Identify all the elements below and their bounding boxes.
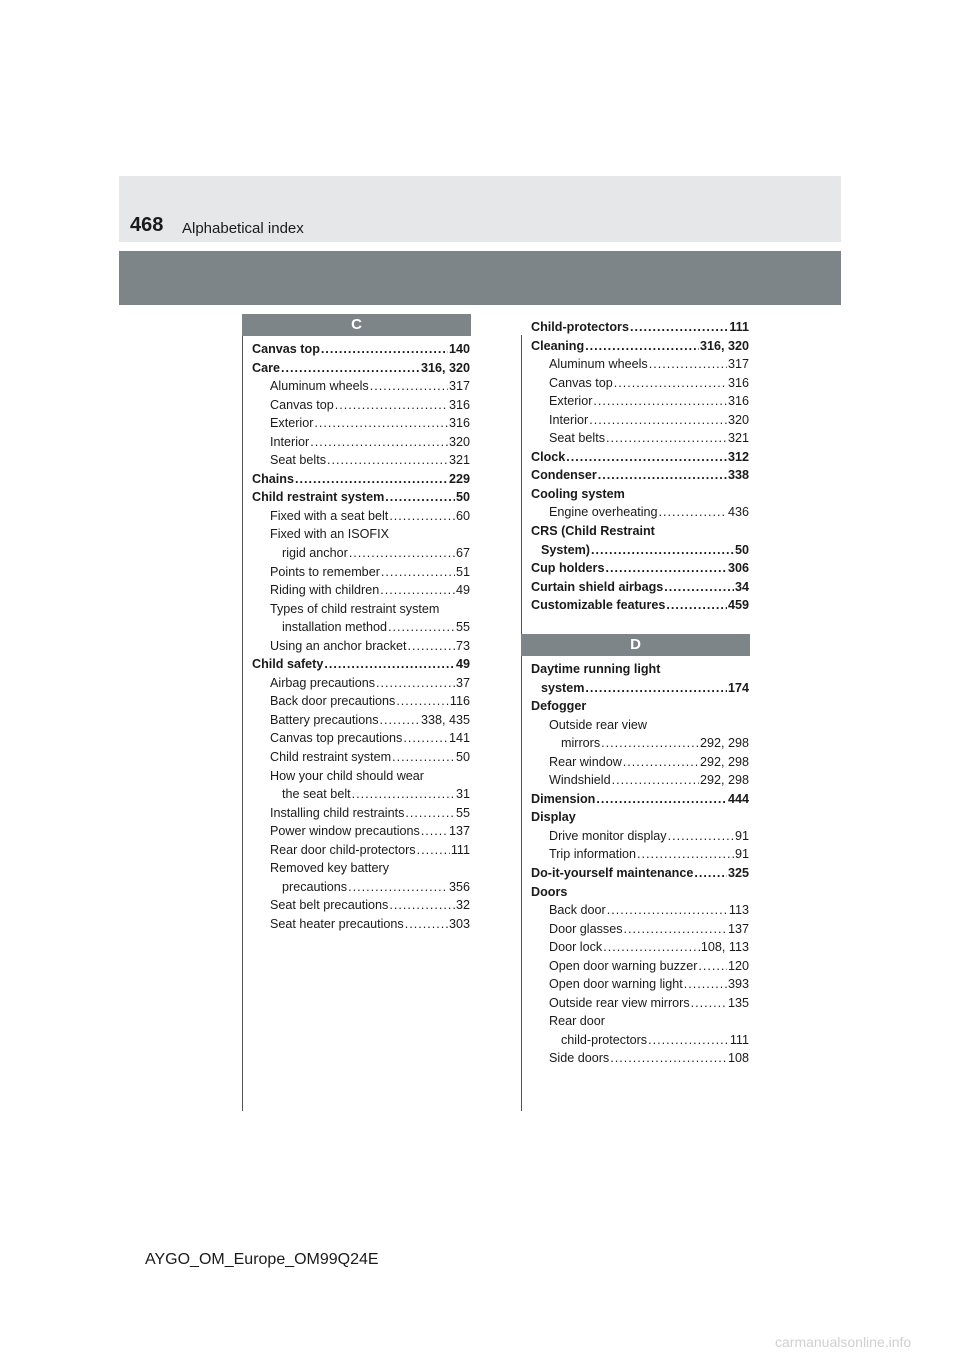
index-entry: [531, 559, 749, 578]
index-term: Outside rear view: [549, 717, 647, 732]
index-term: Outside rear view mirrors: [549, 995, 690, 1010]
index-page-ref: 229: [448, 471, 470, 486]
index-entry: [252, 563, 470, 582]
leader-dots: [370, 377, 448, 396]
leader-dots: [324, 655, 455, 674]
index-term: Rear door: [549, 1014, 606, 1029]
index-page-ref: 316, 320: [420, 360, 470, 375]
leader-dots: [664, 578, 734, 597]
index-entry: [531, 337, 749, 356]
index-entry: [531, 697, 749, 716]
index-page-ref: 51: [455, 564, 470, 579]
leader-dots: [389, 896, 455, 915]
index-term: Condenser: [531, 468, 597, 483]
index-entry: [531, 660, 749, 679]
index-page-ref: 116: [449, 694, 470, 709]
leader-dots: [593, 392, 727, 411]
index-page-ref: 32: [455, 898, 470, 913]
index-page-ref: 108: [727, 1051, 749, 1066]
index-page-ref: 49: [455, 657, 470, 672]
index-entry: [531, 975, 749, 994]
leader-dots: [314, 414, 448, 433]
leader-dots: [421, 822, 448, 841]
index-entry: [252, 488, 470, 507]
index-entry: [252, 581, 470, 600]
index-term: child-protectors: [561, 1032, 648, 1047]
leader-dots: [598, 466, 727, 485]
index-term: Canvas top: [270, 397, 334, 412]
index-page-ref: 135: [727, 995, 749, 1010]
leader-dots: [408, 637, 455, 656]
leader-dots: [376, 674, 455, 693]
leader-dots: [605, 559, 727, 578]
leader-dots: [630, 318, 728, 337]
right-column-rule: [521, 335, 522, 1111]
index-list-right-d: [531, 660, 749, 1068]
leader-dots: [321, 340, 448, 359]
index-entry: [252, 785, 470, 804]
index-term: How your child should wear: [270, 768, 424, 783]
leader-dots: [606, 429, 727, 448]
leader-dots: [610, 1049, 727, 1068]
index-term: Child-protectors: [531, 320, 629, 334]
leader-dots: [335, 396, 448, 415]
index-term: Battery precautions: [270, 712, 379, 727]
index-term: Removed key battery: [270, 861, 389, 876]
leader-dots: [591, 541, 734, 560]
index-term: Doors: [531, 884, 568, 899]
index-term: Chains: [252, 471, 294, 486]
leader-dots: [698, 957, 727, 976]
index-entry: [252, 396, 470, 415]
watermark: carmanualsonline.info: [775, 1334, 912, 1350]
leader-dots: [417, 841, 450, 860]
index-page-ref: 306: [727, 561, 749, 576]
index-entry: [531, 901, 749, 920]
index-entry: [531, 864, 749, 883]
index-term: Aluminum wheels: [270, 379, 369, 394]
index-entry: [252, 674, 470, 693]
leader-dots: [380, 581, 455, 600]
index-entry: [252, 600, 470, 619]
index-page-ref: 49: [455, 583, 470, 598]
index-entry: [531, 596, 749, 615]
index-entry: [531, 827, 749, 846]
index-term: Seat belt precautions: [270, 898, 389, 913]
index-entry: [531, 485, 749, 504]
index-page-ref: 436: [727, 505, 749, 520]
index-page-ref: 113: [728, 903, 749, 918]
index-entry: [531, 503, 749, 522]
index-page-ref: 111: [729, 1032, 749, 1047]
index-term: Rear door child-protectors: [270, 842, 416, 857]
index-entry: [531, 734, 749, 753]
index-page-ref: 55: [455, 620, 470, 635]
index-page-ref: 55: [455, 805, 470, 820]
leader-dots: [396, 692, 449, 711]
leader-dots: [603, 938, 700, 957]
index-term: Cup holders: [531, 561, 605, 576]
index-term: Points to remember: [270, 564, 380, 579]
leader-dots: [614, 374, 727, 393]
leader-dots: [388, 618, 455, 637]
index-term: Side doors: [549, 1051, 610, 1066]
index-page-ref: 50: [455, 750, 470, 765]
index-page-ref: 321: [448, 453, 470, 468]
index-term: Door glasses: [549, 921, 623, 936]
leader-dots: [666, 596, 727, 615]
index-term: Installing child restraints: [270, 805, 405, 820]
index-entry: [252, 451, 470, 470]
index-entry: [252, 525, 470, 544]
index-entry: [252, 414, 470, 433]
index-term: Care: [252, 360, 281, 375]
index-page-ref: 316: [448, 416, 470, 431]
index-term: Using an anchor bracket: [270, 638, 407, 653]
section-title: Alphabetical index: [182, 220, 304, 237]
leader-dots: [612, 771, 699, 790]
index-page-ref: 67: [455, 546, 470, 561]
index-entry: [531, 541, 749, 560]
index-page-ref: 73: [455, 638, 470, 653]
leader-dots: [585, 679, 727, 698]
index-page-ref: 312: [727, 449, 749, 464]
index-page-ref: 37: [455, 675, 470, 690]
index-page-ref: 338, 435: [420, 712, 470, 727]
leader-dots: [684, 975, 727, 994]
leader-dots: [607, 901, 728, 920]
leader-dots: [694, 864, 727, 883]
leader-dots: [637, 845, 734, 864]
index-term: Open door warning light: [549, 977, 683, 992]
index-entry: [252, 637, 470, 656]
leader-dots: [601, 734, 699, 753]
index-entry: [531, 374, 749, 393]
index-page-ref: 356: [448, 879, 470, 894]
index-page-ref: 108, 113: [700, 940, 749, 955]
index-term: Riding with children: [270, 583, 380, 598]
document-code: AYGO_OM_Europe_OM99Q24E: [145, 1251, 379, 1268]
index-term: System): [541, 542, 590, 557]
index-entry: [531, 578, 749, 597]
index-term: Aluminum wheels: [549, 357, 648, 372]
index-entry: [252, 359, 470, 378]
index-entry: [252, 859, 470, 878]
index-term: Daytime running light: [531, 662, 661, 676]
index-entry: [531, 318, 749, 337]
leader-dots: [566, 448, 727, 467]
index-entry: [252, 470, 470, 489]
index-term: Back door: [549, 903, 606, 918]
leader-dots: [648, 1031, 729, 1050]
leader-dots: [691, 994, 727, 1013]
index-term: Fixed with an ISOFIX: [270, 527, 389, 542]
index-page-ref: 393: [727, 977, 749, 992]
index-term: Exterior: [270, 416, 314, 431]
header-dark-band: [119, 251, 841, 305]
section-header-d: D: [521, 634, 750, 656]
index-page-ref: 141: [448, 731, 470, 746]
index-entry: [252, 896, 470, 915]
index-entry: [252, 377, 470, 396]
leader-dots: [381, 563, 455, 582]
leader-dots: [589, 411, 727, 430]
index-entry: [252, 340, 470, 359]
index-term: Canvas top: [252, 342, 320, 356]
index-term: CRS (Child Restraint: [531, 524, 655, 539]
index-entry: [252, 822, 470, 841]
index-term: installation method: [282, 620, 388, 635]
index-term: Fixed with a seat belt: [270, 508, 389, 523]
index-term: Child restraint system: [270, 750, 392, 765]
index-term: Defogger: [531, 699, 587, 714]
index-entry: [531, 429, 749, 448]
index-term: Seat belts: [270, 453, 327, 468]
index-entry: [531, 753, 749, 772]
index-page-ref: 60: [455, 508, 470, 523]
leader-dots: [392, 748, 455, 767]
index-term: Engine overheating: [549, 505, 658, 520]
leader-dots: [389, 507, 455, 526]
index-entry: [252, 748, 470, 767]
index-term: Open door warning buzzer: [549, 958, 698, 973]
index-entry: [252, 804, 470, 823]
index-entry: [531, 411, 749, 430]
index-term: Cooling system: [531, 486, 625, 501]
index-page-ref: 91: [734, 847, 749, 862]
index-page-ref: 137: [727, 921, 749, 936]
index-page-ref: 34: [734, 579, 749, 594]
index-entry: [252, 433, 470, 452]
index-term: Door lock: [549, 940, 603, 955]
leader-dots: [385, 488, 455, 507]
index-term: Curtain shield airbags: [531, 579, 664, 594]
index-page-ref: 320: [448, 434, 470, 449]
index-term: Rear window: [549, 754, 622, 769]
index-page-ref: 292, 298: [699, 736, 749, 751]
index-term: Exterior: [549, 394, 593, 409]
index-entry: [531, 957, 749, 976]
index-entry: [531, 808, 749, 827]
index-page-ref: 140: [448, 342, 470, 356]
index-term: Canvas top: [549, 375, 613, 390]
index-entry: [531, 883, 749, 902]
index-page-ref: 338: [727, 468, 749, 483]
index-entry: [531, 790, 749, 809]
leader-dots: [585, 337, 699, 356]
index-entry: [531, 920, 749, 939]
index-entry: [252, 711, 470, 730]
index-entry: [252, 915, 470, 934]
index-entry: [531, 392, 749, 411]
index-entry: [252, 507, 470, 526]
index-term: Clock: [531, 449, 566, 464]
index-page-ref: 137: [448, 824, 470, 839]
index-term: Dimension: [531, 791, 596, 806]
index-page-ref: 111: [450, 842, 470, 857]
index-entry: [531, 845, 749, 864]
index-page-ref: 316: [727, 375, 749, 390]
index-term: Airbag precautions: [270, 675, 376, 690]
leader-dots: [405, 915, 448, 934]
index-term: Seat heater precautions: [270, 916, 404, 931]
index-page-ref: 292, 298: [699, 773, 749, 788]
index-page-ref: 459: [727, 598, 749, 613]
index-page-ref: 444: [727, 791, 749, 806]
index-entry: [531, 466, 749, 485]
index-page-ref: 317: [448, 379, 470, 394]
index-page-ref: 321: [727, 431, 749, 446]
index-term: the seat belt: [282, 787, 351, 802]
index-entry: [531, 355, 749, 374]
index-entry: [531, 448, 749, 467]
index-page-ref: 31: [455, 787, 470, 802]
leader-dots: [380, 711, 420, 730]
index-entry: [531, 994, 749, 1013]
index-page-ref: 325: [727, 866, 749, 881]
leader-dots: [310, 433, 448, 452]
leader-dots: [352, 785, 455, 804]
index-term: Customizable features: [531, 598, 666, 613]
index-page-ref: 91: [734, 828, 749, 843]
index-page-ref: 317: [727, 357, 749, 372]
index-term: Do-it-yourself maintenance: [531, 866, 694, 881]
index-term: precautions: [282, 879, 348, 894]
index-term: Cleaning: [531, 338, 585, 353]
index-page-ref: 120: [727, 958, 749, 973]
index-entry: [252, 729, 470, 748]
index-entry: [531, 771, 749, 790]
index-entry: [252, 841, 470, 860]
index-entry: [252, 655, 470, 674]
index-entry: [531, 1031, 749, 1050]
index-term: Canvas top precautions: [270, 731, 403, 746]
index-page-ref: 316: [448, 397, 470, 412]
index-term: system: [541, 680, 585, 695]
leader-dots: [327, 451, 448, 470]
index-page-ref: 50: [734, 542, 749, 557]
index-entry: [252, 544, 470, 563]
section-header-c: C: [242, 314, 471, 336]
index-page-ref: 292, 298: [699, 754, 749, 769]
index-term: Child safety: [252, 657, 324, 672]
leader-dots: [659, 503, 727, 522]
index-entry: [252, 767, 470, 786]
index-page-ref: 174: [727, 680, 749, 695]
leader-dots: [668, 827, 734, 846]
index-page-ref: 111: [729, 320, 749, 334]
index-term: Back door precautions: [270, 694, 396, 709]
index-term: mirrors: [561, 736, 601, 751]
leader-dots: [349, 544, 455, 563]
index-term: Windshield: [549, 773, 611, 788]
index-page-ref: 316: [727, 394, 749, 409]
leader-dots: [348, 878, 448, 897]
leader-dots: [405, 804, 455, 823]
index-list-left: [252, 340, 470, 934]
left-column-rule: [242, 335, 243, 1111]
index-page-ref: 316, 320: [699, 338, 749, 353]
leader-dots: [281, 359, 420, 378]
index-page-ref: 50: [455, 490, 470, 505]
leader-dots: [403, 729, 448, 748]
index-term: Trip information: [549, 847, 637, 862]
leader-dots: [649, 355, 727, 374]
index-entry: [531, 938, 749, 957]
leader-dots: [596, 790, 727, 809]
index-term: Drive monitor display: [549, 828, 667, 843]
index-term: Child restraint system: [252, 490, 385, 505]
index-entry: [531, 679, 749, 698]
leader-dots: [623, 753, 699, 772]
index-term: Power window precautions: [270, 824, 420, 839]
index-entry: [531, 522, 749, 541]
index-term: Interior: [549, 412, 589, 427]
index-page-ref: 320: [727, 412, 749, 427]
index-entry: [252, 692, 470, 711]
page-number: 468: [130, 214, 164, 236]
index-list-right-c: [531, 318, 749, 615]
leader-dots: [624, 920, 727, 939]
index-entry: [252, 878, 470, 897]
index-term: Types of child restraint system: [270, 601, 440, 616]
index-term: Interior: [270, 434, 310, 449]
index-term: rigid anchor: [282, 546, 348, 561]
index-entry: [531, 1049, 749, 1068]
leader-dots: [295, 470, 448, 489]
index-term: Seat belts: [549, 431, 606, 446]
index-page-ref: 303: [448, 916, 470, 931]
index-entry: [531, 1012, 749, 1031]
index-entry: [531, 716, 749, 735]
index-entry: [252, 618, 470, 637]
index-term: Display: [531, 810, 576, 825]
